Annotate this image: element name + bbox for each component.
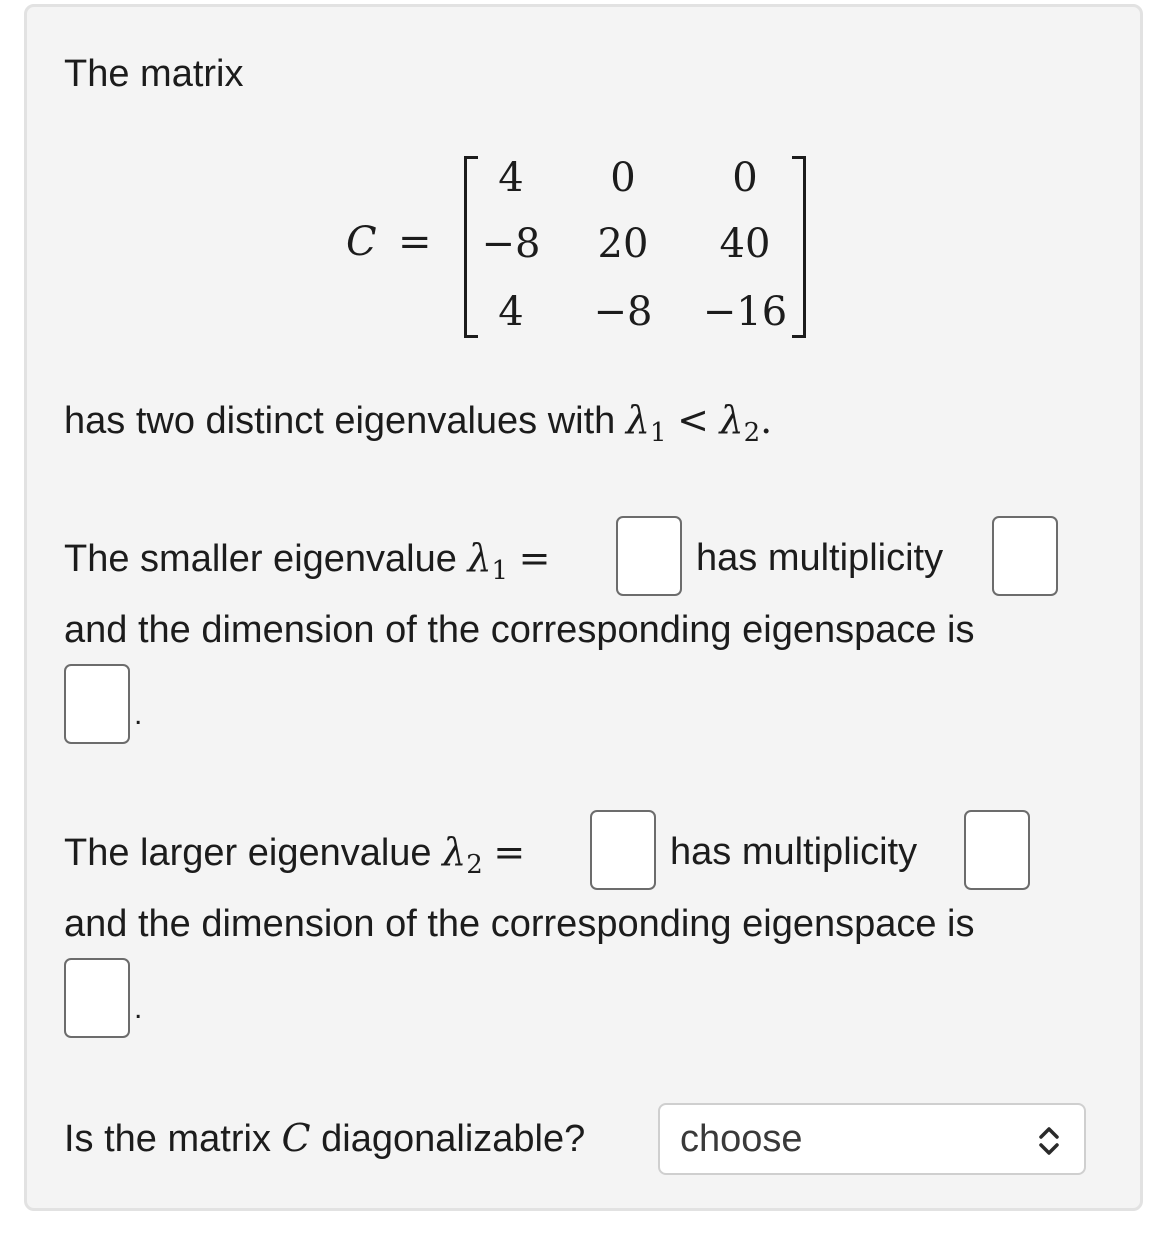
- matrix-cell: −8: [481, 221, 541, 267]
- eigenvalue-statement: [64, 398, 772, 447]
- larger-dimension-input[interactable]: [64, 958, 130, 1038]
- smaller-eigenvalue-input[interactable]: [616, 516, 682, 596]
- intro-text: The matrix: [64, 53, 244, 95]
- matrix-variable: C: [281, 1116, 311, 1160]
- lambda-symbol: λ: [467, 536, 492, 580]
- smaller-multiplicity-input[interactable]: [992, 516, 1058, 596]
- smaller-multiplicity-label: has multiplicity: [696, 537, 944, 579]
- matrix-name: C: [346, 219, 377, 265]
- updown-chevron-icon: [1034, 1123, 1064, 1159]
- lambda-subscript: 2: [743, 418, 761, 448]
- select-value: choose: [680, 1118, 803, 1160]
- diagonalizable-question: [64, 1116, 585, 1161]
- larger-dimension-text: and the dimension of the corresponding eigenspace is: [64, 903, 975, 945]
- matrix-cell: 0: [732, 155, 758, 201]
- scrollbar-track[interactable]: [1152, 0, 1170, 1252]
- smaller-eigenvalue-label: [64, 536, 551, 585]
- larger-eigenvalue-input[interactable]: [590, 810, 656, 890]
- statement-period: .: [760, 398, 773, 442]
- larger-period: .: [134, 992, 143, 1025]
- matrix-cell: 4: [498, 155, 524, 201]
- diagonalizable-select[interactable]: [658, 1103, 1086, 1175]
- equals-symbol: =: [518, 536, 551, 580]
- lambda-subscript: 1: [491, 556, 509, 586]
- less-than-symbol: <: [677, 398, 709, 442]
- smaller-dimension-text: and the dimension of the corresponding eigenspace is: [64, 609, 975, 651]
- lambda-symbol: λ: [442, 830, 467, 874]
- matrix-equals: =: [398, 219, 432, 265]
- larger-eigenvalue-label: [64, 830, 525, 879]
- matrix-cell: −8: [593, 289, 653, 335]
- smaller-prefix: The smaller eigenvalue: [64, 538, 457, 580]
- question-prefix: Is the matrix: [64, 1118, 271, 1160]
- smaller-dimension-input[interactable]: [64, 664, 130, 744]
- lambda-subscript: 1: [649, 418, 667, 448]
- statement-text: has two distinct eigenvalues with: [64, 400, 616, 442]
- lambda-symbol: λ: [625, 398, 650, 442]
- larger-prefix: The larger eigenvalue: [64, 832, 432, 874]
- smaller-period: .: [134, 698, 143, 731]
- question-suffix: diagonalizable?: [321, 1118, 586, 1160]
- equals-symbol: =: [493, 830, 526, 874]
- larger-multiplicity-input[interactable]: [964, 810, 1030, 890]
- matrix-cell: −16: [702, 289, 788, 335]
- matrix-cell: 0: [610, 155, 636, 201]
- matrix-cell: 4: [498, 289, 524, 335]
- lambda-symbol: λ: [719, 398, 744, 442]
- lambda-subscript: 2: [466, 850, 483, 880]
- matrix-cell: 20: [597, 221, 649, 267]
- matrix-cell: 40: [719, 221, 771, 267]
- larger-multiplicity-label: has multiplicity: [670, 831, 918, 873]
